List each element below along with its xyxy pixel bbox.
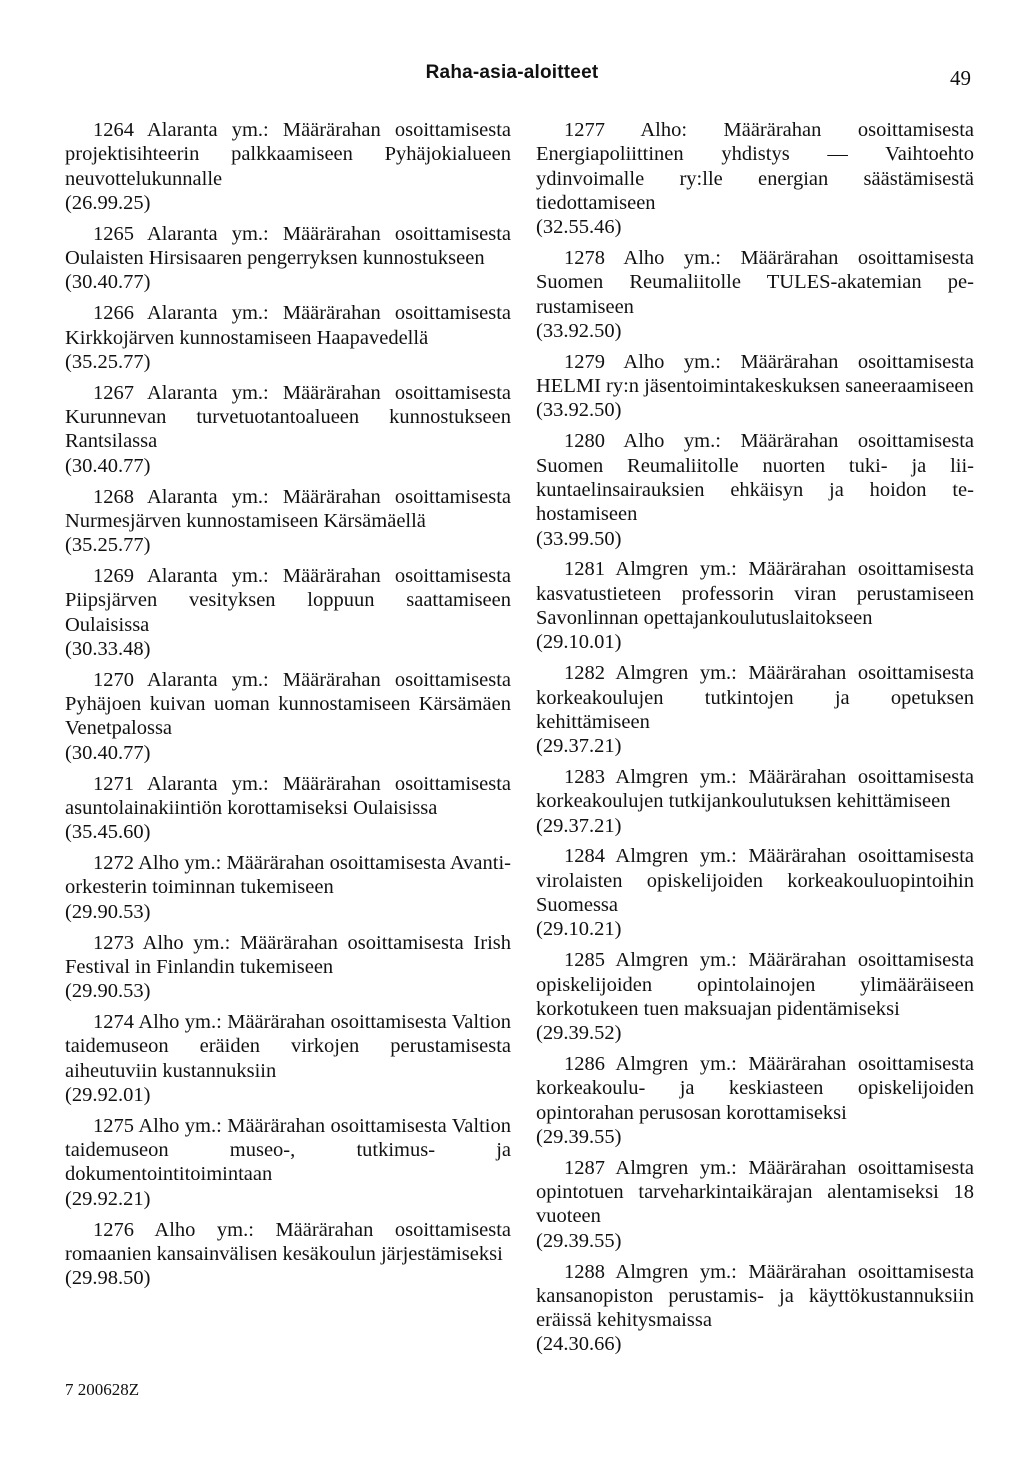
budget-reference: (30.40.77) <box>65 454 151 477</box>
budget-reference: (33.92.50) <box>536 319 622 342</box>
budget-reference: (29.37.21) <box>536 735 622 758</box>
motion-entry <box>536 765 974 838</box>
motion-entry <box>65 301 511 374</box>
budget-reference: (24.30.66) <box>536 1333 622 1356</box>
budget-reference: (29.39.52) <box>536 1022 622 1045</box>
motion-title: 1265 Alaranta ym.: Määrärahan osoittamisesta Oulaisten Hirsisaaren pengerryksen kunnostukseen <box>65 222 511 270</box>
budget-reference: (33.99.50) <box>536 527 622 550</box>
motion-title: 1270 Alaranta ym.: Määrärahan osoittamisesta Pyhäjoen kuivan uoman kunnostamiseen Kärsämäen Venetpalossa <box>65 668 511 740</box>
motion-title: 1269 Alaranta ym.: Määrärahan osoittamisesta Piipsjärven vesityksen loppuun saattamiseen Oulaisissa <box>65 565 511 636</box>
budget-reference: (30.40.77) <box>65 271 151 294</box>
motion-title: 1285 Almgren ym.: Määrärahan osoittamisesta opiskelijoiden opintolainojen ylimääräiseen korkotukeen tuen maksuajan pidentämiseksi <box>536 949 974 1020</box>
motion-entry <box>536 1156 974 1253</box>
budget-reference: (35.25.77) <box>65 534 151 557</box>
motion-entry <box>536 118 974 239</box>
motion-entry <box>65 381 511 478</box>
motion-title: 1278 Alho ym.: Määrärahan osoittamisesta Suomen Reumaliitolle TULES-akatemian perustamiseen <box>536 247 974 318</box>
motion-entry <box>65 485 511 558</box>
motion-title: 1283 Almgren ym.: Määrärahan osoittamisesta korkeakoulujen tutkijankoulutuksen kehittämiseen <box>536 765 974 813</box>
budget-reference: (33.92.50) <box>536 399 622 422</box>
budget-reference: (32.55.46) <box>536 216 622 239</box>
motion-entry <box>65 1114 511 1211</box>
motion-entry <box>536 350 974 423</box>
left-column <box>65 118 511 1297</box>
motion-entry <box>65 564 511 661</box>
motion-title: 1273 Alho ym.: Määrärahan osoittamisesta Irish Festival in Finlandin tukemiseen <box>65 931 511 978</box>
budget-reference: (29.92.21) <box>65 1187 151 1210</box>
motion-title: 1279 Alho ym.: Määrärahan osoittamisesta HELMI ry:n jäsentoimintakeskuksen saneeraamiseen <box>536 350 974 398</box>
motion-title: 1288 Almgren ym.: Määrärahan osoittamisesta kansanopiston perustamis- ja käyttökustannuksiin eräissä kehitysmaissa <box>536 1260 974 1332</box>
motion-entry <box>536 948 974 1045</box>
motion-entry <box>65 1010 511 1107</box>
motion-title: 1275 Alho ym.: Määrärahan osoittamisesta Valtion taidemuseon museo-, tutkimus- ja dokumentointitoimintaan <box>65 1114 511 1186</box>
motion-entry <box>65 668 511 765</box>
budget-reference: (29.98.50) <box>65 1267 151 1290</box>
motion-title: 1281 Almgren ym.: Määrärahan osoittamisesta kasvatustieteen professorin viran perustamiseen Savonlinnan opettajankoulutuslaitokseen <box>536 558 974 630</box>
motion-entry <box>65 222 511 295</box>
motion-entry <box>536 246 974 343</box>
motion-title: 1287 Almgren ym.: Määrärahan osoittamisesta opintotuen tarveharkintaikärajan alentamiseksi 18 vuoteen <box>536 1156 974 1228</box>
motion-entry <box>536 429 974 550</box>
motion-title: 1286 Almgren ym.: Määrärahan osoittamisesta korkeakoulu- ja keskiasteen opiskelijoiden opintorahan perusosan korottamiseksi <box>536 1053 974 1124</box>
motion-title: 1276 Alho ym.: Määrärahan osoittamisesta romaanien kansainvälisen kesäkoulun järjestämiseksi <box>65 1218 511 1265</box>
running-title: Raha-asia-aloitteet <box>425 62 599 83</box>
budget-reference: (35.45.60) <box>65 821 151 844</box>
budget-reference: (29.39.55) <box>536 1125 622 1148</box>
motion-title: 1272 Alho ym.: Määrärahan osoittamisesta Avanti-orkesterin toiminnan tukemiseen <box>65 852 511 899</box>
budget-reference: (29.90.53) <box>65 900 151 923</box>
budget-reference: (29.92.01) <box>65 1083 151 1106</box>
budget-reference: (29.39.55) <box>536 1229 622 1252</box>
budget-reference: (29.37.21) <box>536 814 622 837</box>
budget-reference: (35.25.77) <box>65 350 151 373</box>
motion-entry <box>65 931 511 1004</box>
motion-title: 1271 Alaranta ym.: Määrärahan osoittamisesta asuntolainakiintiön korottamiseksi Oulaisissa <box>65 772 511 819</box>
motion-entry <box>65 1218 511 1291</box>
motion-title: 1280 Alho ym.: Määrärahan osoittamisesta Suomen Reumaliitolle nuorten tuki- ja liikuntaelinsairauksien ehkäisyn ja hoidon tehostamiseen <box>536 430 974 526</box>
motion-title: 1282 Almgren ym.: Määrärahan osoittamisesta korkeakoulujen tutkintojen ja opetuksen kehittämiseen <box>536 662 974 733</box>
motion-title: 1274 Alho ym.: Määrärahan osoittamisesta Valtion taidemuseon eräiden virkojen perustamisesta aiheutuviin kustannuksiin <box>65 1011 511 1082</box>
budget-reference: (29.10.01) <box>536 631 622 654</box>
page-number: 49 <box>950 66 971 90</box>
motion-entry <box>65 851 511 924</box>
motion-entry <box>536 844 974 941</box>
motion-entry <box>65 772 511 845</box>
budget-reference: (29.90.53) <box>65 980 151 1003</box>
motion-title: 1267 Alaranta ym.: Määrärahan osoittamisesta Kurunnevan turvetuotantoalueen kunnostukseen Rantsilassa <box>65 381 511 453</box>
motion-title: 1264 Alaranta ym.: Määrärahan osoittamisesta projektisihteerin palkkaamiseen Pyhäjokialueen neuvottelukunnalle <box>65 119 511 190</box>
motion-title: 1266 Alaranta ym.: Määrärahan osoittamisesta Kirkkojärven kunnostamiseen Haapavedellä <box>65 302 511 349</box>
budget-reference: (30.33.48) <box>65 637 151 660</box>
motion-title: 1284 Almgren ym.: Määrärahan osoittamisesta virolaisten opiskelijoiden korkeakouluopintoihin Suomessa <box>536 845 974 917</box>
motion-title: 1268 Alaranta ym.: Määrärahan osoittamisesta Nurmesjärven kunnostamiseen Kärsämäellä <box>65 485 511 532</box>
motion-entry <box>536 1260 974 1357</box>
budget-reference: (30.40.77) <box>65 741 151 764</box>
right-column <box>536 118 974 1363</box>
motion-entry <box>536 557 974 654</box>
budget-reference: (26.99.25) <box>65 191 151 214</box>
motion-entry <box>65 118 511 215</box>
motion-entry <box>536 1052 974 1149</box>
footer-print-code: 7 200628Z <box>65 1380 140 1399</box>
motion-title: 1277 Alho: Määrärahan osoittamisesta Energiapoliittinen yhdistys — Vaihtoehto ydinvoimalle ry:lle energian säästämisestä tiedottamiseen <box>536 119 974 214</box>
budget-reference: (29.10.21) <box>536 918 622 941</box>
motion-entry <box>536 661 974 758</box>
